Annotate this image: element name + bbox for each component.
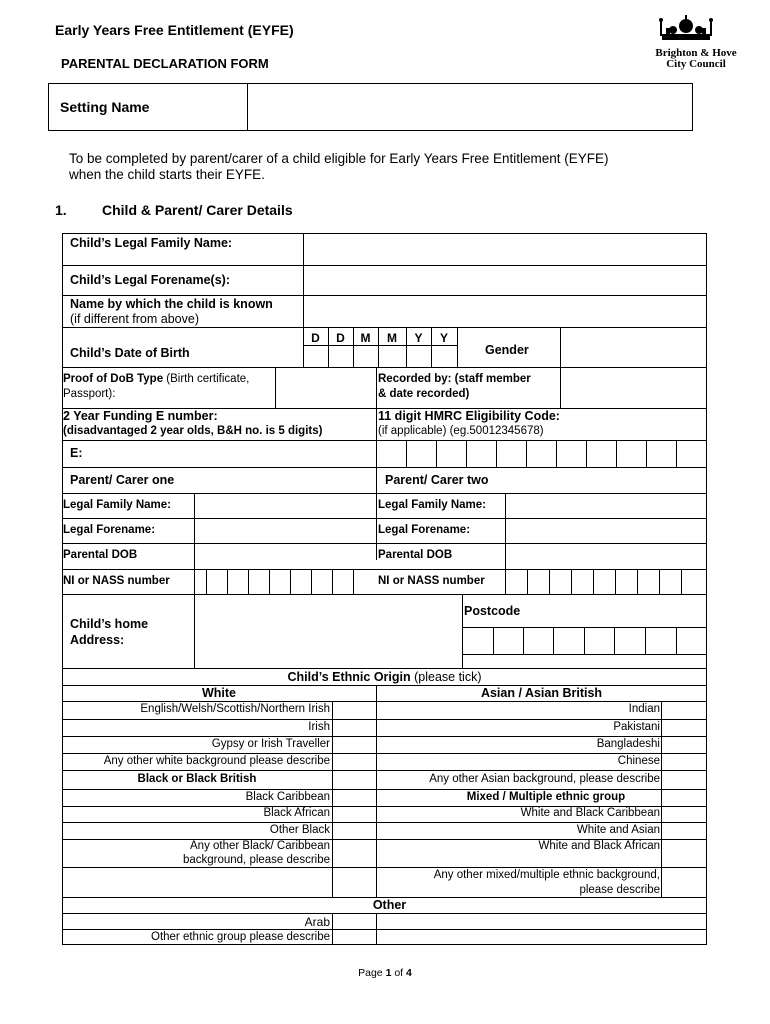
p1-dob-label: Parental DOB — [63, 549, 138, 561]
ethnic-mixed-3: White and Black African — [538, 840, 660, 852]
white-heading: White — [201, 686, 237, 700]
child-dob-label: Child’s Date of Birth — [70, 346, 190, 360]
other-heading: Other — [372, 898, 407, 912]
e-number-field[interactable] — [90, 442, 374, 466]
funding-label: 2 Year Funding E number: — [63, 409, 218, 423]
address-label-2: Address: — [70, 633, 125, 647]
form-subtitle: PARENTAL DECLARATION FORM — [61, 56, 269, 71]
ethnic-mixed-1: White and Black Caribbean — [520, 807, 660, 819]
page-number: Page 1 of 4 — [358, 967, 412, 979]
postcode-label: Postcode — [464, 604, 521, 618]
black-other-describe-field[interactable] — [64, 868, 331, 896]
p1-ni-field[interactable] — [196, 571, 375, 593]
tick-white-3[interactable] — [333, 737, 375, 752]
asian-heading: Asian / Asian British — [480, 686, 603, 700]
tick-black-2[interactable] — [333, 807, 375, 821]
proof-label-line2: Passport): — [63, 388, 116, 400]
tick-white-2[interactable] — [333, 720, 375, 735]
ethnic-black-other-2: background, please describe — [182, 854, 330, 866]
p2-dob-field[interactable] — [507, 545, 705, 568]
tick-black-4[interactable] — [333, 840, 375, 866]
p2-dob-label: Parental DOB — [378, 549, 453, 561]
recorded-by-field[interactable] — [562, 369, 705, 407]
ethnic-black-1: Black Caribbean — [245, 791, 330, 803]
dob-letter-m1: M — [360, 331, 371, 345]
ethnic-white-1: English/Welsh/Scottish/Northern Irish — [140, 703, 330, 715]
black-heading: Black or Black British — [137, 773, 257, 785]
ethnic-asian-3: Bangladeshi — [596, 738, 660, 750]
child-known-as-note: (if different from above) — [70, 312, 199, 326]
p1-forename-label: Legal Forename: — [63, 524, 156, 536]
ethnic-white-4: Any other white background please describe — [103, 755, 330, 767]
logo-line-2: City Council — [666, 58, 726, 70]
ethnic-arab: Arab — [304, 915, 330, 929]
dob-letter-m2: M — [387, 331, 397, 345]
p2-ni-label: NI or NASS number — [378, 575, 485, 587]
ethnic-mixed-2: White and Asian — [576, 824, 660, 836]
child-family-name-label: Child’s Legal Family Name: — [70, 236, 233, 250]
ethnic-black-other-1: Any other Black/ Caribbean — [190, 840, 330, 852]
ethnic-asian-other: Any other Asian background, please describe — [429, 773, 660, 785]
child-known-as-field[interactable] — [305, 297, 705, 326]
hmrc-label: 11 digit HMRC Eligibility Code: — [378, 409, 560, 423]
intro-line-2: when the child starts their EYFE. — [69, 167, 265, 182]
tick-arab[interactable] — [333, 914, 375, 928]
gender-label: Gender — [485, 343, 529, 357]
setting-name-field[interactable] — [249, 85, 691, 129]
e-number-label: E: — [70, 446, 83, 460]
funding-note: (disadvantaged 2 year olds, B&H no. is 5 digits) — [63, 425, 323, 437]
tick-asian-2[interactable] — [662, 720, 706, 735]
proof-label: Proof of DoB Type (Birth certificate, — [63, 373, 250, 385]
tick-mixed-2[interactable] — [662, 823, 706, 838]
tick-mixed-3[interactable] — [662, 840, 706, 866]
recorded-by-label-1: Recorded by: (staff member — [378, 373, 531, 385]
recorded-by-label-2: & date recorded) — [378, 388, 470, 400]
tick-white-1[interactable] — [333, 702, 375, 718]
tick-white-4[interactable] — [333, 754, 375, 769]
dob-letter-y2: Y — [439, 331, 448, 345]
ethnic-asian-2: Pakistani — [613, 721, 660, 733]
p1-family-label: Legal Family Name: — [63, 499, 172, 511]
child-forenames-label: Child’s Legal Forename(s): — [70, 273, 230, 287]
parent-one-heading: Parent/ Carer one — [70, 473, 175, 487]
address-label-1: Child’s home — [70, 617, 149, 631]
tick-mixed-4[interactable] — [662, 868, 706, 896]
p1-ni-label: NI or NASS number — [63, 575, 170, 587]
p1-family-field[interactable] — [196, 495, 375, 517]
hmrc-code-field[interactable] — [378, 442, 705, 466]
p1-forename-field[interactable] — [196, 520, 375, 542]
p1-dob-field[interactable] — [196, 545, 375, 568]
parent-two-heading: Parent/ Carer two — [385, 473, 489, 487]
logo-line-1: Brighton & Hove — [655, 47, 737, 59]
tick-other-group[interactable] — [333, 930, 375, 944]
hmrc-note: (if applicable) (eg.50012345678) — [378, 425, 544, 437]
tick-black-3[interactable] — [333, 823, 375, 838]
ethnic-white-3: Gypsy or Irish Traveller — [211, 738, 330, 750]
gender-field[interactable] — [562, 329, 705, 366]
ethnic-black-2: Black African — [263, 807, 330, 819]
child-known-as-label: Name by which the child is known — [70, 297, 273, 311]
p2-forename-label: Legal Forename: — [378, 524, 471, 536]
setting-name-label: Setting Name — [60, 99, 150, 115]
other-group-describe-field[interactable] — [377, 930, 706, 944]
tick-mixed-1[interactable] — [662, 807, 706, 821]
form-title: Early Years Free Entitlement (EYFE) — [55, 22, 294, 38]
section-number: 1. — [55, 202, 67, 218]
p2-family-label: Legal Family Name: — [378, 499, 487, 511]
ethnic-other-group: Other ethnic group please describe — [151, 931, 330, 943]
ethnic-asian-4: Chinese — [617, 755, 660, 767]
mixed-heading: Mixed / Multiple ethnic group — [466, 791, 626, 803]
intro-line-1: To be completed by parent/carer of a child eligible for Early Years Free Entitlement (EYFE) — [69, 151, 609, 166]
dob-letter-d2: D — [336, 331, 345, 345]
child-forenames-field[interactable] — [305, 267, 705, 294]
ethnic-asian-1: Indian — [628, 703, 660, 715]
dob-letter-y1: Y — [414, 331, 423, 345]
p2-family-field[interactable] — [507, 495, 705, 517]
ethnic-black-3: Other Black — [269, 824, 330, 836]
postcode-field[interactable] — [464, 629, 705, 653]
p2-forename-field[interactable] — [507, 520, 705, 542]
address-field[interactable] — [196, 596, 461, 666]
tick-asian-4[interactable] — [662, 754, 706, 769]
tick-asian-1[interactable] — [662, 702, 706, 718]
tick-black-1[interactable] — [333, 790, 375, 805]
proof-type-field[interactable] — [277, 369, 375, 407]
p2-ni-field[interactable] — [507, 571, 705, 593]
ethnic-mixed-other-1: Any other mixed/multiple ethnic background, — [433, 869, 660, 881]
child-family-name-field[interactable] — [305, 235, 705, 264]
ethnic-white-2: Irish — [308, 721, 330, 733]
section-title: Child & Parent/ Carer Details — [102, 202, 293, 218]
ethnic-title: Child’s Ethnic Origin (please tick) — [287, 670, 482, 684]
tick-asian-3[interactable] — [662, 737, 706, 752]
tick-asian-5[interactable] — [662, 771, 706, 788]
dob-letter-d1: D — [311, 331, 320, 345]
ethnic-mixed-other-2: please describe — [579, 884, 660, 896]
